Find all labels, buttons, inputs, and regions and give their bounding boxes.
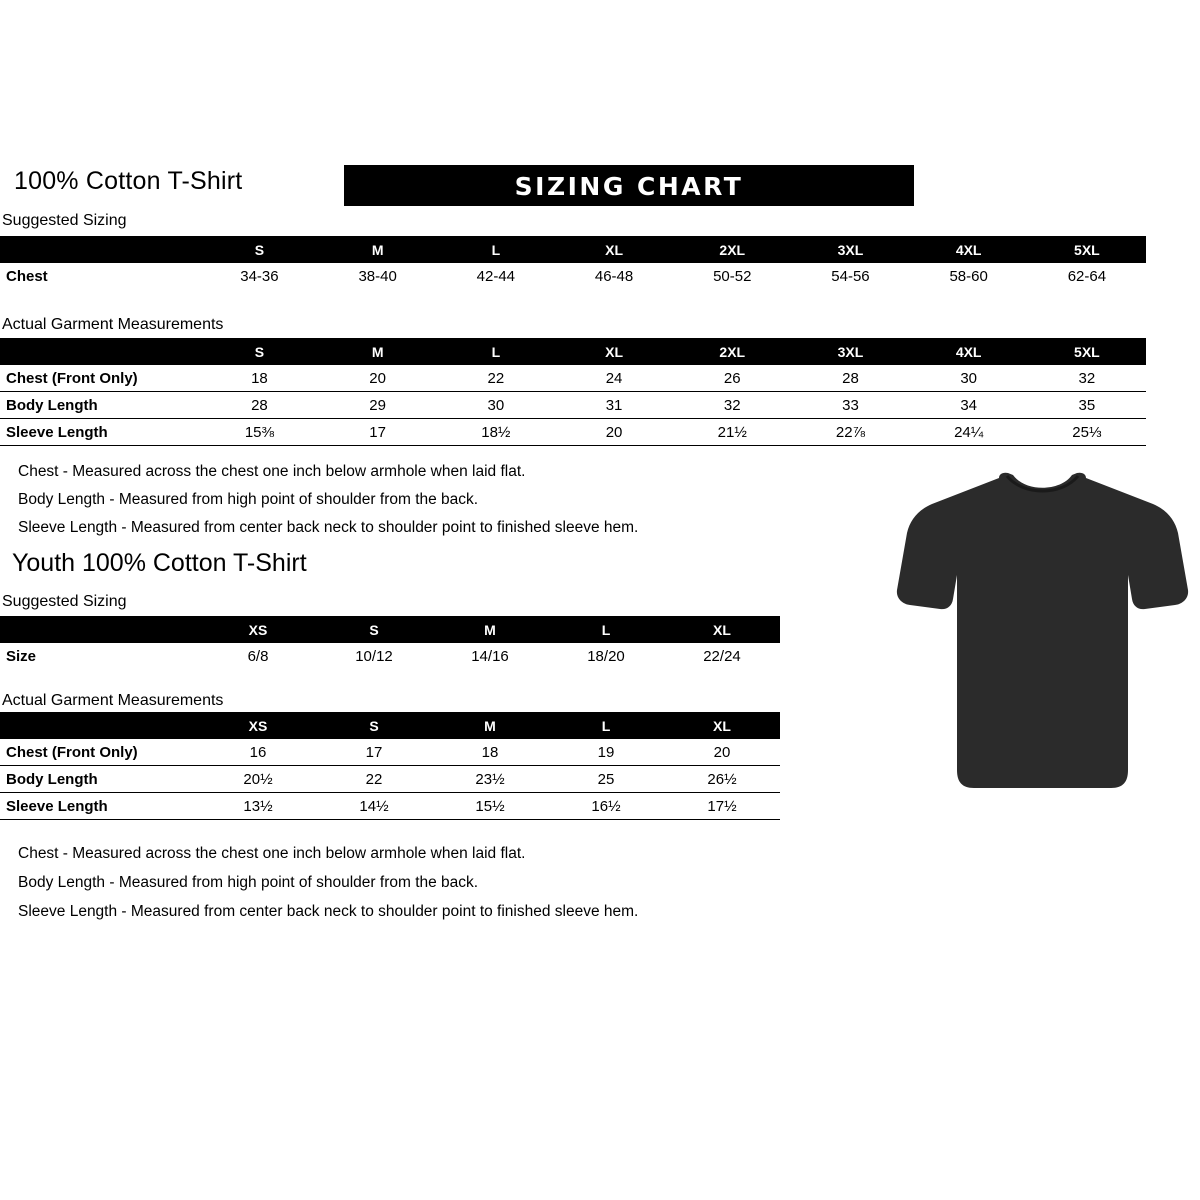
header-size: XL <box>664 712 780 739</box>
table-row <box>0 392 1146 419</box>
cell: 17 <box>316 739 432 766</box>
header-size: S <box>316 616 432 643</box>
cell: 20½ <box>200 766 316 793</box>
cell: 18 <box>432 739 548 766</box>
cell: 19 <box>548 739 664 766</box>
cell: 38-40 <box>358 267 397 285</box>
adult-suggested-sizing-table <box>0 236 1146 289</box>
table-header-row <box>0 338 1146 365</box>
cell: 14½ <box>316 793 432 820</box>
table-row <box>0 263 1146 289</box>
header-size: S <box>316 712 432 739</box>
row-label: Body Length <box>0 766 200 793</box>
header-size: XL <box>555 338 673 365</box>
youth-suggested-sizing-table <box>0 616 780 669</box>
header-size: M <box>319 236 437 263</box>
cell: 16½ <box>548 793 664 820</box>
cell: 26 <box>673 365 791 392</box>
youth-garment-measurements-table <box>0 712 780 820</box>
cell: 54-56 <box>831 267 870 285</box>
row-label: Sleeve Length <box>0 419 200 446</box>
cell: 14/16 <box>471 647 509 665</box>
header-size: L <box>548 712 664 739</box>
cell: 35 <box>1028 392 1146 419</box>
header-corner <box>0 712 200 739</box>
row-label: Body Length <box>0 392 200 419</box>
youth-note-sleeve-length: Sleeve Length - Measured from center back neck to shoulder point to finished sleeve hem. <box>18 903 639 920</box>
cell: 25 <box>548 766 664 793</box>
header-size: M <box>432 712 548 739</box>
header-corner <box>0 338 200 365</box>
adult-header <box>14 165 914 207</box>
cell: 22 <box>316 766 432 793</box>
cell: 17½ <box>664 793 780 820</box>
cell: 28 <box>200 392 318 419</box>
table-row <box>0 739 780 766</box>
header-size: S <box>200 338 318 365</box>
cell: 16 <box>200 739 316 766</box>
header-size: 5XL <box>1028 236 1146 263</box>
cell: 24¼ <box>910 419 1028 446</box>
cell: 18 <box>200 365 318 392</box>
t-shirt-illustration <box>895 470 1190 810</box>
table-header-row <box>0 236 1146 263</box>
table-header-row <box>0 712 780 739</box>
adult-suggested-sizing-label: Suggested Sizing <box>2 212 127 229</box>
youth-note-body-length: Body Length - Measured from high point of shoulder from the back. <box>18 874 479 891</box>
header-corner <box>0 236 200 263</box>
adult-garment-measurements-table <box>0 338 1146 446</box>
header-size: XL <box>555 236 673 263</box>
header-size: XS <box>200 712 316 739</box>
table-row <box>0 643 780 669</box>
youth-garment-measurements-label: Actual Garment Measurements <box>2 692 224 709</box>
table-row <box>0 793 780 820</box>
table-header-row <box>0 616 780 643</box>
table-row <box>0 766 780 793</box>
cell: 31 <box>555 392 673 419</box>
cell: 23½ <box>432 766 548 793</box>
cell: 20 <box>319 365 437 392</box>
table-row <box>0 419 1146 446</box>
row-label: Size <box>6 647 37 665</box>
sizing-chart-banner-label: SIZING CHART <box>514 172 744 201</box>
adult-garment-measurements-label: Actual Garment Measurements <box>2 316 224 333</box>
cell: 30 <box>910 365 1028 392</box>
cell: 13½ <box>200 793 316 820</box>
header-corner <box>0 616 200 643</box>
cell: 32 <box>1028 365 1146 392</box>
header-size: 4XL <box>910 236 1028 263</box>
table-row <box>0 365 1146 392</box>
header-size: 4XL <box>910 338 1028 365</box>
cell: 22 <box>437 365 555 392</box>
cell: 22⅞ <box>791 419 909 446</box>
cell: 32 <box>673 392 791 419</box>
adult-note-chest: Chest - Measured across the chest one inch below armhole when laid flat. <box>18 463 526 480</box>
header-size: 2XL <box>673 338 791 365</box>
youth-title: Youth 100% Cotton T-Shirt <box>12 549 307 577</box>
cell: 58-60 <box>949 267 988 285</box>
cell: 20 <box>555 419 673 446</box>
cell: 29 <box>319 392 437 419</box>
header-size: XL <box>664 616 780 643</box>
header-size: L <box>437 236 555 263</box>
cell: 33 <box>791 392 909 419</box>
row-label: Sleeve Length <box>0 793 200 820</box>
header-size: 2XL <box>673 236 791 263</box>
cell: 18/20 <box>587 647 625 665</box>
cell: 34-36 <box>240 267 279 285</box>
cell: 15⅜ <box>200 419 318 446</box>
header-size: L <box>437 338 555 365</box>
cell: 10/12 <box>355 647 393 665</box>
adult-note-sleeve-length: Sleeve Length - Measured from center back neck to shoulder point to finished sleeve hem. <box>18 519 639 536</box>
header-size: XS <box>200 616 316 643</box>
cell: 46-48 <box>594 267 634 285</box>
header-size: M <box>319 338 437 365</box>
cell: 24 <box>555 365 673 392</box>
cell: 21½ <box>673 419 791 446</box>
adult-title: 100% Cotton T-Shirt <box>14 167 243 195</box>
header-size: S <box>200 236 318 263</box>
header-size: 3XL <box>791 236 909 263</box>
cell: 18½ <box>437 419 555 446</box>
header-size: 3XL <box>791 338 909 365</box>
youth-suggested-sizing-label: Suggested Sizing <box>2 593 127 610</box>
cell: 42-44 <box>476 267 516 285</box>
cell: 25⅓ <box>1028 419 1146 446</box>
header-size: M <box>432 616 548 643</box>
cell: 50-52 <box>713 267 752 285</box>
cell: 34 <box>910 392 1028 419</box>
sizing-chart-banner <box>344 165 914 206</box>
header-size: 5XL <box>1028 338 1146 365</box>
row-label: Chest (Front Only) <box>0 365 200 392</box>
cell: 15½ <box>432 793 548 820</box>
cell: 62-64 <box>1067 267 1107 285</box>
cell: 17 <box>319 419 437 446</box>
youth-note-chest: Chest - Measured across the chest one inch below armhole when laid flat. <box>18 845 526 862</box>
cell: 26½ <box>664 766 780 793</box>
row-label: Chest <box>6 267 48 285</box>
adult-note-body-length: Body Length - Measured from high point of shoulder from the back. <box>18 491 479 508</box>
cell: 6/8 <box>247 647 269 665</box>
row-label: Chest (Front Only) <box>0 739 200 766</box>
cell: 22/24 <box>703 647 741 665</box>
cell: 28 <box>791 365 909 392</box>
cell: 30 <box>437 392 555 419</box>
header-size: L <box>548 616 664 643</box>
cell: 20 <box>664 739 780 766</box>
